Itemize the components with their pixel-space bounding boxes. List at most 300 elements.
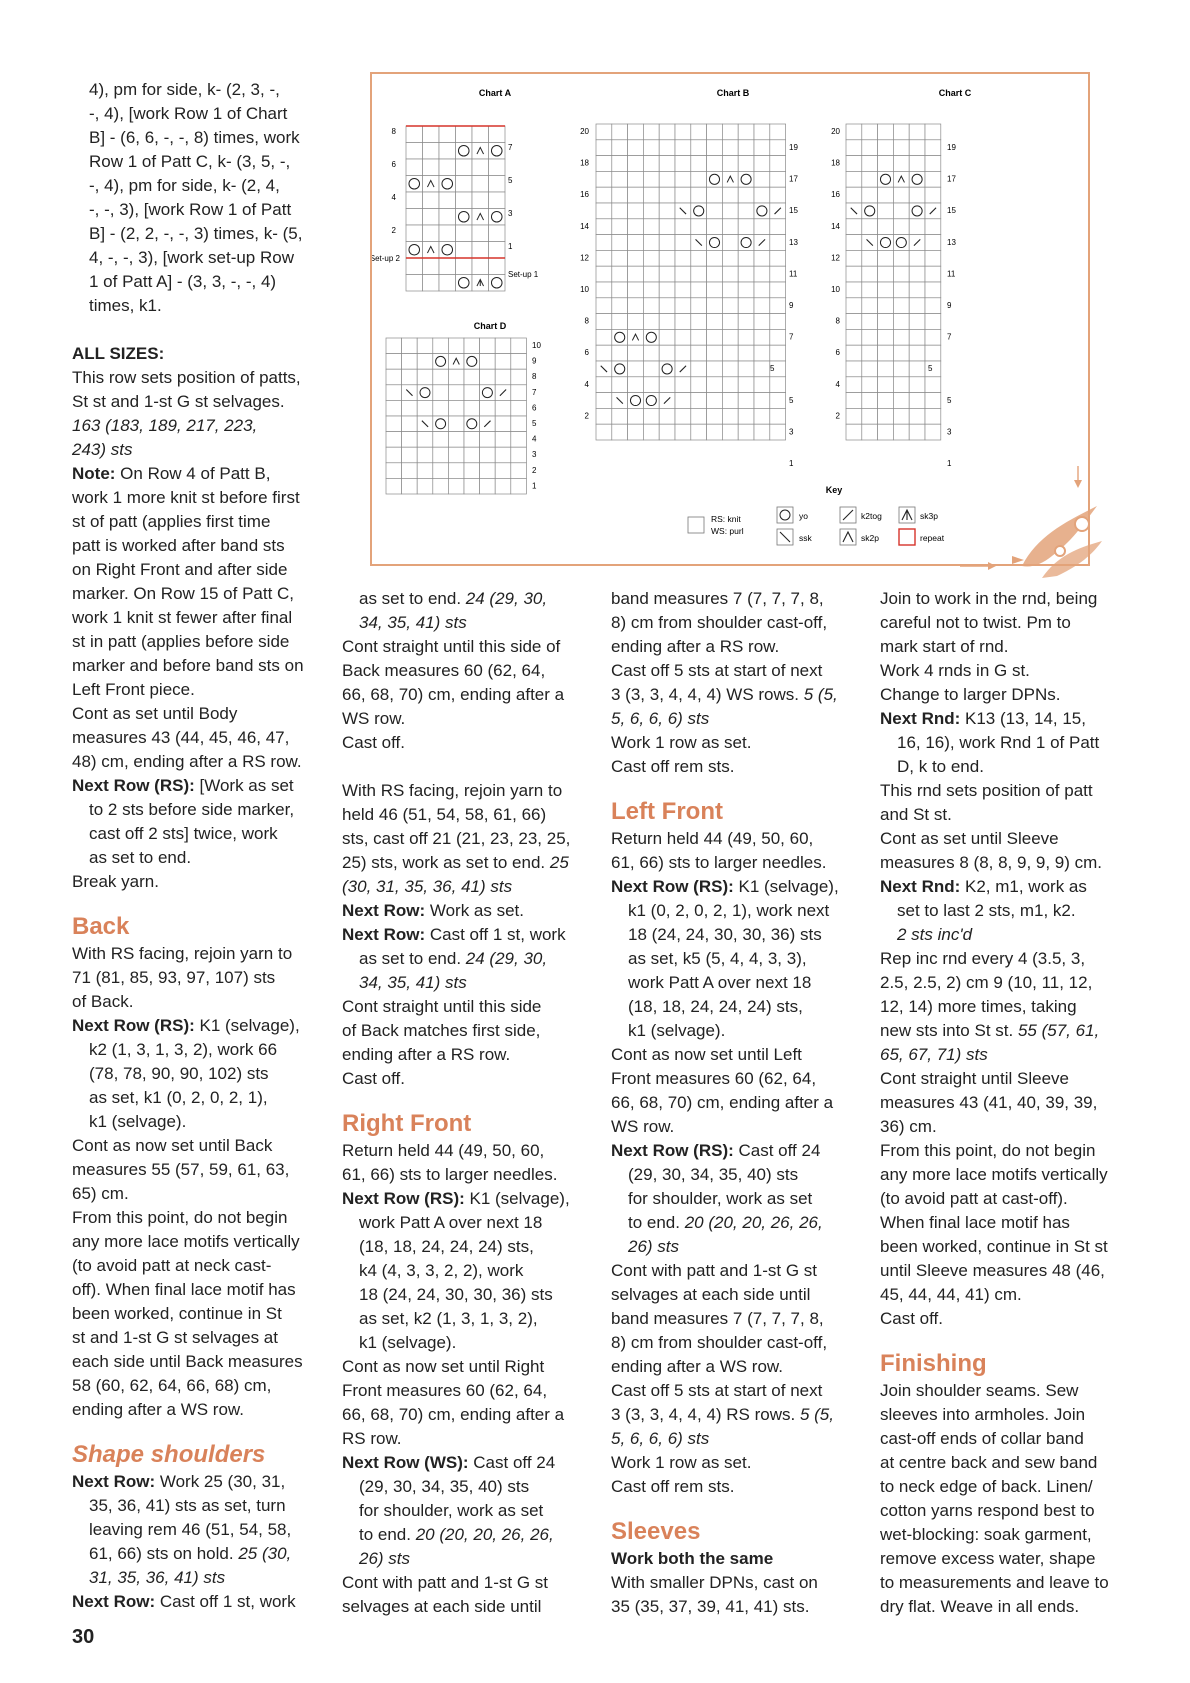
chart-cell xyxy=(691,314,707,330)
chart-cell xyxy=(386,416,402,432)
chart-cell xyxy=(596,203,612,219)
chart-cell xyxy=(511,432,527,448)
text-line: (18, 18, 24, 24, 24) sts, xyxy=(359,1237,534,1256)
chart-cell xyxy=(738,203,754,219)
chart-cell xyxy=(722,187,738,203)
text-line: Row 1 of Patt C, k- (3, 5, -, xyxy=(89,152,291,171)
chart-cell xyxy=(489,159,506,176)
chart-cell xyxy=(596,314,612,330)
chart-cell xyxy=(643,282,659,298)
chart-cell xyxy=(423,225,440,242)
chart-cell xyxy=(691,282,707,298)
text-line: k1 (selvage). xyxy=(628,1021,726,1040)
chart-cell xyxy=(862,345,878,361)
row-number: 15 xyxy=(789,206,798,216)
chart-cell xyxy=(472,225,489,242)
chart-cell xyxy=(511,463,527,479)
text-line: leaving rem 46 (51, 54, 58, xyxy=(89,1520,292,1539)
chart-cell xyxy=(495,463,511,479)
chart-cell xyxy=(643,408,659,424)
chart-cell xyxy=(628,361,644,377)
row-number: 18 xyxy=(831,158,840,168)
chart-cell xyxy=(489,176,506,193)
chart-cell xyxy=(691,187,707,203)
chart-cell xyxy=(628,171,644,187)
chart-cell xyxy=(691,377,707,393)
row-number: 3 xyxy=(947,427,952,437)
chart-cell xyxy=(675,345,691,361)
text-line: 18 (24, 24, 30, 30, 36) sts xyxy=(359,1285,553,1304)
chart-cell xyxy=(596,124,612,140)
chart-cell xyxy=(612,314,628,330)
chart-cell xyxy=(754,171,770,187)
chart-cell xyxy=(472,242,489,259)
chart-cell xyxy=(675,377,691,393)
chart-cell xyxy=(754,219,770,235)
chart-cell xyxy=(722,393,738,409)
row-number: 13 xyxy=(947,237,956,247)
chart-cell xyxy=(675,329,691,345)
chart-cell xyxy=(433,338,449,354)
text-line: -, -, 3), [work Row 1 of Patt xyxy=(89,200,292,219)
column-2 xyxy=(342,587,602,1619)
chart-cell xyxy=(480,354,496,370)
row-number: 12 xyxy=(831,253,840,263)
chart-cell xyxy=(893,408,909,424)
chart-cell xyxy=(754,393,770,409)
chart-cell xyxy=(596,250,612,266)
chart-cell xyxy=(893,124,909,140)
chart-cell xyxy=(596,187,612,203)
chart-cell xyxy=(846,314,862,330)
chart-cell xyxy=(878,345,894,361)
chart-cell xyxy=(511,354,527,370)
chart-cell xyxy=(878,282,894,298)
stitch-count: 65, 67, 71) sts xyxy=(880,1045,988,1064)
chart-cell xyxy=(659,124,675,140)
text-line: each side until Back measures xyxy=(72,1352,303,1371)
chart-cell xyxy=(659,187,675,203)
chart-cell xyxy=(417,354,433,370)
row-number: 14 xyxy=(580,221,589,231)
chart-cell xyxy=(770,393,786,409)
chart-cell xyxy=(878,298,894,314)
chart-cell xyxy=(909,408,925,424)
text-line: -, 4), [work Row 1 of Chart xyxy=(89,104,288,123)
chart-cell xyxy=(472,258,489,275)
chart-cell xyxy=(675,124,691,140)
chart-cell xyxy=(909,140,925,156)
chart-cell xyxy=(754,329,770,345)
chart-cell xyxy=(754,298,770,314)
stitch-count: 5 (5, xyxy=(799,685,838,704)
chart-cell xyxy=(612,187,628,203)
chart-cell xyxy=(612,140,628,156)
chart-cell xyxy=(628,219,644,235)
chart-cell xyxy=(628,266,644,282)
chart-cell xyxy=(707,187,723,203)
text-line: Break yarn. xyxy=(72,872,159,891)
chart-cell xyxy=(612,250,628,266)
chart-cell xyxy=(643,298,659,314)
chart-cell xyxy=(386,354,402,370)
chart-cell xyxy=(770,329,786,345)
chart-cell xyxy=(675,314,691,330)
text-line: When final lace motif has xyxy=(880,1213,1070,1232)
chart-cell xyxy=(707,219,723,235)
repeat-swatch xyxy=(899,529,915,545)
text-line: cotton yarns respond best to xyxy=(880,1501,1095,1520)
chart-cell xyxy=(464,385,480,401)
row-number: 11 xyxy=(789,269,798,279)
chart-cell xyxy=(406,225,423,242)
chart-cell xyxy=(659,282,675,298)
chart-cell xyxy=(846,140,862,156)
chart-cell xyxy=(596,377,612,393)
text-line: Work 1 row as set. xyxy=(611,733,752,752)
chart-cell xyxy=(707,329,723,345)
chart-cell xyxy=(738,187,754,203)
chart-cell xyxy=(770,250,786,266)
next-row-label: Next Row (WS): xyxy=(342,1453,469,1472)
text-line: k1 (0, 2, 0, 2, 1), work next xyxy=(628,901,830,920)
chart-cell xyxy=(464,478,480,494)
chart-cell xyxy=(628,424,644,440)
chart-cell xyxy=(643,345,659,361)
chart-cell xyxy=(909,187,925,203)
chart-cell xyxy=(456,258,473,275)
chart-cell xyxy=(925,124,941,140)
text-line: and St st. xyxy=(880,805,952,824)
chart-cell xyxy=(738,298,754,314)
row-number: 16 xyxy=(580,190,589,200)
text-line: 3 (3, 3, 4, 4, 4) WS rows. xyxy=(611,685,800,704)
chart-cell xyxy=(423,242,440,259)
page-number: 30 xyxy=(72,1626,95,1648)
chart-cell xyxy=(925,424,941,440)
text-line: wet-blocking: soak garment, xyxy=(880,1525,1092,1544)
text-line: work Patt A over next 18 xyxy=(628,973,812,992)
chart-cell xyxy=(659,345,675,361)
chart-cell xyxy=(675,156,691,172)
chart-cell xyxy=(659,266,675,282)
text-line: Cont straight until this side of xyxy=(342,637,561,656)
row-number: 6 xyxy=(835,348,840,358)
chart-cell xyxy=(439,192,456,209)
chart-cell xyxy=(846,219,862,235)
chart-cell xyxy=(893,361,909,377)
chart-cell xyxy=(722,235,738,251)
chart-cell xyxy=(722,408,738,424)
chart-cell xyxy=(675,171,691,187)
text-line: 8) cm from shoulder cast-off, xyxy=(611,1333,828,1352)
text-line: marker. On Row 15 of Patt C, xyxy=(72,584,295,603)
key-rs-knit: RS: knit xyxy=(711,514,741,524)
chart-cell xyxy=(707,298,723,314)
shape-shoulders-heading: Shape shoulders xyxy=(72,1441,266,1468)
chart-cell xyxy=(448,463,464,479)
text-line: 58 (60, 62, 64, 66, 68) cm, xyxy=(72,1376,272,1395)
chart-cell xyxy=(596,298,612,314)
chart-cell xyxy=(464,338,480,354)
text-line: Work 25 (30, 31, xyxy=(155,1472,286,1491)
chart-cell xyxy=(659,219,675,235)
row-number: Set-up 2 xyxy=(372,254,400,263)
key-yo: yo xyxy=(799,511,808,521)
text-line: (to avoid patt at cast-off). xyxy=(880,1189,1068,1208)
chart-cell xyxy=(909,345,925,361)
text-line: Cont with patt and 1-st G st xyxy=(611,1261,817,1280)
text-line: (18, 18, 24, 24, 24) sts, xyxy=(628,997,803,1016)
stitch-count: 31, 35, 36, 41) sts xyxy=(89,1568,226,1587)
chart-cell xyxy=(862,124,878,140)
chart-cell xyxy=(675,424,691,440)
chart-cell xyxy=(472,192,489,209)
chart-cell xyxy=(596,282,612,298)
text-line: Back measures 60 (62, 64, xyxy=(342,661,546,680)
chart-cell xyxy=(909,156,925,172)
chart-cell xyxy=(495,369,511,385)
text-line: This row sets position of patts, xyxy=(72,368,301,387)
text-line: Join shoulder seams. Sew xyxy=(880,1381,1079,1400)
text-line: measures 8 (8, 8, 9, 9, 9) cm. xyxy=(880,853,1103,872)
chart-cell xyxy=(423,275,440,292)
chart-cell xyxy=(862,282,878,298)
chart-cell xyxy=(754,266,770,282)
chart-cell xyxy=(846,266,862,282)
chart-cell xyxy=(878,250,894,266)
text-line: Cont as now set until Back xyxy=(72,1136,273,1155)
chart-cell xyxy=(862,424,878,440)
chart-cell xyxy=(754,345,770,361)
key-repeat: repeat xyxy=(920,533,945,543)
stitch-count: 20 (20, 20, 26, 26, xyxy=(411,1525,554,1544)
chart-cell xyxy=(707,250,723,266)
chart-cell xyxy=(643,140,659,156)
text-line: marker and before band sts on xyxy=(72,656,304,675)
chart-cell xyxy=(423,159,440,176)
text-line: k4 (4, 3, 3, 2, 2), work xyxy=(359,1261,524,1280)
chart-cell xyxy=(439,143,456,160)
text-line: Change to larger DPNs. xyxy=(880,685,1061,704)
chart-cell xyxy=(722,203,738,219)
chart-cell xyxy=(722,361,738,377)
chart-cell xyxy=(439,159,456,176)
text-line: B] - (6, 6, -, -, 8) times, work xyxy=(89,128,300,147)
chart-cell xyxy=(909,219,925,235)
chart-cell xyxy=(402,463,418,479)
chart-cell xyxy=(406,258,423,275)
chart-cell xyxy=(406,159,423,176)
chart-cell xyxy=(386,478,402,494)
key-title: Key xyxy=(825,485,843,495)
text-line: k2 (1, 3, 1, 3, 2), work 66 xyxy=(89,1040,278,1059)
chart-cell xyxy=(862,266,878,282)
text-line: Return held 44 (49, 50, 60, xyxy=(342,1141,545,1160)
chart-cell xyxy=(770,187,786,203)
chart-cell xyxy=(925,250,941,266)
stitch-count: 5, 6, 6, 6) sts xyxy=(611,1429,710,1448)
next-row-label: Next Row: xyxy=(72,1472,156,1491)
text-line: 4), pm for side, k- (2, 3, -, xyxy=(89,80,280,99)
chart-cell xyxy=(495,478,511,494)
chart-cell xyxy=(439,258,456,275)
chart-cell xyxy=(846,377,862,393)
text-line: for shoulder, work as set xyxy=(359,1501,544,1520)
chart-cell xyxy=(402,354,418,370)
next-row-label: Next Row (RS): xyxy=(611,877,734,896)
chart-c-title: Chart C xyxy=(938,88,972,98)
chart-cell xyxy=(386,369,402,385)
text-line: 25) sts, work as set to end. xyxy=(342,853,546,872)
note-label: Note: xyxy=(72,464,116,483)
chart-cell xyxy=(480,432,496,448)
chart-a xyxy=(372,126,539,291)
chart-cell xyxy=(402,400,418,416)
text-line: careful not to twist. Pm to xyxy=(880,613,1071,632)
chart-cell xyxy=(862,329,878,345)
chart-cell xyxy=(770,282,786,298)
chart-cell xyxy=(464,369,480,385)
text-line: as set, k5 (5, 4, 4, 3, 3), xyxy=(628,949,807,968)
chart-cell xyxy=(464,432,480,448)
row-number: 6 xyxy=(532,403,537,413)
chart-cell xyxy=(448,432,464,448)
text-line: 61, 66) sts to larger needles. xyxy=(342,1165,558,1184)
stitch-count: 24 (29, 30, xyxy=(461,589,548,608)
chart-cell xyxy=(675,187,691,203)
row-number: 1 xyxy=(508,242,513,251)
chart-cell xyxy=(472,143,489,160)
row-number: 10 xyxy=(580,285,589,294)
text-line: remove excess water, shape xyxy=(880,1549,1096,1568)
chart-cell xyxy=(406,192,423,209)
row-number: 1 xyxy=(947,459,952,468)
chart-cell xyxy=(909,124,925,140)
chart-cell xyxy=(643,171,659,187)
chart-cell xyxy=(770,156,786,172)
text-line: set to last 2 sts, m1, k2. xyxy=(897,901,1076,920)
text-line: K1 (selvage), xyxy=(194,1016,300,1035)
chart-cell xyxy=(909,282,925,298)
chart-cell xyxy=(628,235,644,251)
text-line: 1 of Patt A] - (3, 3, -, -, 4) xyxy=(89,272,277,291)
text-line: ending after a RS row. xyxy=(342,1045,511,1064)
chart-cell xyxy=(643,235,659,251)
chart-cell xyxy=(878,156,894,172)
text-line: Return held 44 (49, 50, 60, xyxy=(611,829,814,848)
stitch-count: 26) sts xyxy=(628,1237,680,1256)
chart-cell xyxy=(659,203,675,219)
chart-cell xyxy=(878,329,894,345)
chart-cell xyxy=(472,209,489,226)
chart-cell xyxy=(596,408,612,424)
chart-cell xyxy=(707,124,723,140)
stitch-count: 2 sts inc'd xyxy=(897,925,973,944)
row-number: 1 xyxy=(789,459,794,468)
text-line: K1 (selvage), xyxy=(464,1189,570,1208)
arrow-right-icon xyxy=(960,560,1000,572)
row-number: 8 xyxy=(532,372,537,382)
chart-cell xyxy=(643,156,659,172)
text-line: (29, 30, 34, 35, 40) sts xyxy=(628,1165,799,1184)
chart-cell xyxy=(893,424,909,440)
chart-cell xyxy=(846,250,862,266)
chart-cell xyxy=(738,124,754,140)
chart-cell xyxy=(722,282,738,298)
text-line: selvages at each side until xyxy=(342,1597,542,1616)
row-number: 1 xyxy=(532,481,537,491)
chart-cell xyxy=(738,377,754,393)
chart-cell xyxy=(675,140,691,156)
chart-cell xyxy=(754,314,770,330)
chart-cell xyxy=(862,393,878,409)
row-number: 3 xyxy=(789,427,794,437)
chart-cell xyxy=(691,424,707,440)
row-number: 5 xyxy=(947,395,952,405)
row-number: 10 xyxy=(532,341,541,350)
chart-cell xyxy=(893,187,909,203)
next-row-label: Next Row (RS): xyxy=(72,1016,195,1035)
stitch-count: 55 (57, 61, xyxy=(1013,1021,1100,1040)
chart-c xyxy=(831,124,956,468)
chart-cell xyxy=(659,329,675,345)
text-line: 66, 68, 70) cm, ending after a xyxy=(342,1405,565,1424)
text-line: Cast off. xyxy=(342,1069,405,1088)
chart-cell xyxy=(495,432,511,448)
chart-cell xyxy=(489,258,506,275)
text-line: cast-off ends of collar band xyxy=(880,1429,1084,1448)
chart-cell xyxy=(417,400,433,416)
chart-cell xyxy=(495,354,511,370)
text-line: 2.5, 2.5, 2) cm 9 (10, 11, 12, xyxy=(880,973,1093,992)
chart-cell xyxy=(643,314,659,330)
chart-cell xyxy=(893,345,909,361)
text-line: k1 (selvage). xyxy=(89,1112,187,1131)
chart-cell xyxy=(691,393,707,409)
chart-cell xyxy=(659,314,675,330)
chart-cell xyxy=(925,298,941,314)
chart-cell xyxy=(643,424,659,440)
chart-cell xyxy=(878,408,894,424)
chart-key xyxy=(688,485,945,545)
chart-cell xyxy=(386,338,402,354)
chart-cell xyxy=(464,447,480,463)
col1-intro xyxy=(72,78,332,318)
chart-cell xyxy=(659,156,675,172)
chart-cell xyxy=(489,225,506,242)
text-line: [Work as set xyxy=(194,776,294,795)
chart-cell xyxy=(738,345,754,361)
text-line: On Row 4 of Patt B, xyxy=(115,464,271,483)
chart-cell xyxy=(707,203,723,219)
text-line: 61, 66) sts on hold. xyxy=(89,1544,234,1563)
chart-cell xyxy=(722,345,738,361)
chart-cell xyxy=(722,424,738,440)
chart-cell xyxy=(643,203,659,219)
text-line: Join to work in the rnd, being xyxy=(880,589,1098,608)
chart-cell xyxy=(893,219,909,235)
text-line: new sts into St st. xyxy=(880,1021,1014,1040)
chart-cell xyxy=(489,192,506,209)
chart-cell xyxy=(691,124,707,140)
chart-cell xyxy=(862,140,878,156)
chart-cell xyxy=(878,377,894,393)
chart-cell xyxy=(472,176,489,193)
text-line: Cont as now set until Left xyxy=(611,1045,802,1064)
text-line: to end. xyxy=(628,1213,680,1232)
next-rnd-label: Next Rnd: xyxy=(880,877,961,896)
